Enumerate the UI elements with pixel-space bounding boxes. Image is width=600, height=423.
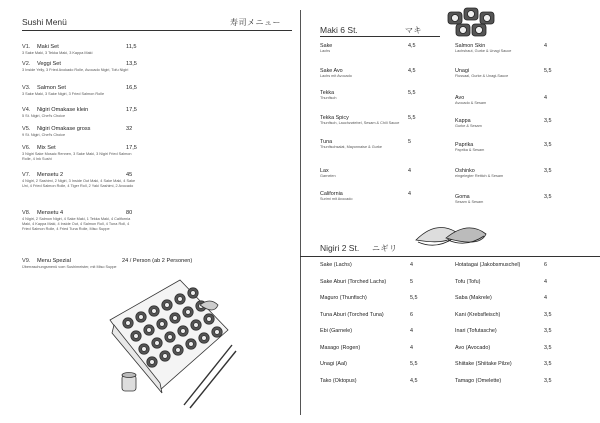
- page-fold: [300, 10, 301, 415]
- maki-price: 4: [408, 191, 411, 197]
- nigiri-item: [455, 345, 555, 351]
- sushi-roll-filling: [194, 323, 199, 328]
- set-price: 80: [126, 210, 133, 216]
- maki-description: Lachs mit Avocado: [320, 74, 352, 78]
- nigiri-name: Inari (Tofutasche): [455, 328, 497, 334]
- nigiri-price: 3,5: [544, 344, 552, 351]
- set-code: V6.: [22, 145, 31, 151]
- set-price: 17,5: [126, 145, 137, 151]
- nigiri-price: 3,5: [544, 328, 552, 334]
- set-code: V5.: [22, 126, 31, 132]
- maki-name: Sake Avo: [320, 68, 343, 74]
- set-description: 3 Sake Maki, 3 Tekka Maki, 3 Kappa Maki: [22, 51, 93, 55]
- nigiri-item: [455, 361, 555, 367]
- nigiri-price: 4: [410, 344, 413, 351]
- title-rule: [22, 30, 292, 31]
- set-code: V7.: [22, 172, 31, 178]
- maki-description: Thunfischsalat, Mayonnaise & Gurke: [320, 145, 383, 149]
- maki-price: 5: [408, 139, 411, 145]
- maki-description: Gurke & Sesam: [455, 124, 482, 128]
- maki-price: 3,5: [544, 194, 552, 200]
- maki-title: Maki 6 St.: [320, 25, 358, 35]
- maki-title-jp: マキ: [405, 26, 422, 35]
- maki-description: Lachshaut, Gurke & Unagi Sauce: [455, 49, 512, 53]
- sushi-roll-filling: [150, 360, 155, 365]
- nigiri-name: Maguro (Thunfisch): [320, 295, 367, 301]
- maki-rolls-illustration: [444, 6, 498, 42]
- set-name: Nigiri Omakase gross: [37, 126, 91, 132]
- nigiri-item: [455, 328, 555, 334]
- sushi-roll-filling: [176, 348, 181, 353]
- nigiri-price: 6: [544, 262, 547, 268]
- maki-description: Thunfisch: [320, 96, 337, 100]
- nigiri-name: Hotatagai (Jakobsmuschel): [455, 262, 521, 268]
- nigiri-item: [455, 312, 555, 318]
- maki-price: 5,5: [408, 90, 416, 96]
- set-name: Nigiri Omakase klein: [37, 107, 89, 113]
- set-description: 4 Nigiri, 2 Salmon Nigiri, 4 Sake Maki, 1 Tekka Maki, 4 California Maki, 4 Kappa Maki, 4 Inside Out, 4 Salmon Roll, 4 Tuna Roll, 4 Fried Salmon Rolle, 4 Fried Tuna Rolle, Miso Suppe: [22, 217, 131, 231]
- maki-price: 3,5: [544, 168, 552, 174]
- set-code: V2.: [22, 61, 31, 67]
- nigiri-name: Ebi (Garnele): [320, 328, 353, 334]
- nigiri-item: [320, 295, 425, 301]
- nigiri-item: [320, 262, 425, 268]
- nigiri-item: [320, 312, 425, 318]
- maki-name: Lax: [320, 168, 329, 174]
- maki-description: Sesam & Sesam: [455, 200, 484, 204]
- maki-price: 5,5: [544, 68, 552, 74]
- sushi-roll-filling: [147, 328, 152, 333]
- sushi-roll-filling: [181, 329, 186, 334]
- sushi-roll-filling: [126, 321, 131, 326]
- sushi-roll-filling: [152, 309, 157, 314]
- set-code: V3.: [22, 85, 31, 91]
- nigiri-name: Tofu (Tofu): [455, 278, 481, 285]
- menu-title: Sushi Menü: [22, 17, 67, 27]
- nigiri-price: 4: [544, 295, 547, 301]
- nigiri-name: Tako (Oktopus): [320, 377, 357, 384]
- sushi-roll-filling: [178, 297, 183, 302]
- maki-price: 5,5: [408, 115, 416, 121]
- maki-name: Avo: [455, 95, 465, 101]
- sushi-roll-filling: [134, 334, 139, 339]
- set-name: Mensetu 4: [37, 210, 64, 216]
- set-code: V4.: [22, 107, 31, 113]
- sushi-roll-filling: [142, 347, 147, 352]
- nigiri-item: [320, 328, 425, 334]
- set-description: 3 Inside Yelly, 3 Fried Avokado Rolle, Avocado Nigiri, Tofu Nigiri: [22, 68, 129, 72]
- nigiri-item: [320, 361, 425, 367]
- nigiri-name: Sake (Lachs): [320, 262, 352, 268]
- nigiri-price: 3,5: [544, 361, 552, 367]
- sushi-roll-filling: [186, 310, 191, 315]
- nigiri-price: 6: [410, 311, 413, 318]
- nigiri-title-jp: ニギリ: [372, 244, 398, 253]
- nigiri-item: [320, 378, 425, 384]
- maki-price: 4: [544, 43, 547, 49]
- maki-name: Kappa: [455, 118, 471, 124]
- maki-description: Flussaal, Gurke & Unagi-Sauce: [455, 74, 509, 78]
- maki-description: Lachs: [320, 49, 331, 53]
- nigiri-name: Tamago (Omelette): [455, 377, 502, 384]
- maki-price: 3,5: [544, 118, 552, 124]
- sushi-roll-filling: [155, 341, 160, 346]
- nigiri-item: [455, 378, 555, 384]
- set-name: Salmon Set: [37, 85, 66, 91]
- sushi-roll-filling: [168, 335, 173, 340]
- set-price: 13,5: [126, 61, 137, 67]
- set-code: V1.: [22, 44, 31, 50]
- maki-name: Tekka: [320, 90, 335, 96]
- sushi-roll-filling: [173, 316, 178, 321]
- set-price: 16,5: [126, 85, 137, 91]
- sushi-roll-filling: [165, 303, 170, 308]
- sushi-roll-filling: [191, 291, 196, 296]
- set-description: 3 Nigiri Sake Mosaic Rennen, 3 Sake Maki, 3 Nigiri Fried Salmon Rolle, 4 Ink Sushi: [22, 152, 132, 161]
- set-price: 32: [126, 126, 133, 132]
- nigiri-name: Unagi (Aal): [320, 361, 347, 367]
- maki-name: Unagi: [455, 68, 470, 74]
- set-price: 45: [126, 172, 133, 178]
- nigiri-name: Masago (Rogen): [320, 344, 361, 351]
- sushi-roll-filling: [207, 317, 212, 322]
- maki-description: eingelegter Rettich & Sesam: [455, 174, 504, 178]
- set-price: 24 / Person (ab 2 Personen): [122, 258, 193, 264]
- maki-name: Tuna: [320, 139, 333, 145]
- sushi-platter-illustration: [100, 275, 240, 415]
- maki-rule: [320, 36, 440, 37]
- nigiri-price: 5,5: [410, 295, 418, 301]
- nigiri-name: Tuna Aburi (Torched Tuna): [320, 311, 384, 318]
- nigiri-name: Shiitake (Shiitake Pilze): [455, 361, 512, 367]
- nigiri-item: [455, 279, 555, 285]
- set-description: Überraschungsmenü vom Sushimeister, mit Miso Suppe: [22, 265, 117, 269]
- nigiri-price: 5,5: [410, 361, 418, 367]
- nigiri-price: 4: [410, 328, 413, 334]
- sushi-roll-filling: [160, 322, 165, 327]
- maki-price: 4: [408, 168, 411, 174]
- set-price: 11,5: [126, 44, 137, 50]
- maki-description: Thunfisch, Lauchzwiebel, Sesam & Chili Sauce: [320, 121, 400, 125]
- maki-price: 3,5: [544, 142, 552, 148]
- maki-price: 4,5: [408, 43, 416, 49]
- sushi-roll-filling: [202, 336, 207, 341]
- set-code: V9.: [22, 258, 31, 264]
- maki-name: Sake: [320, 43, 333, 49]
- nigiri-item: [455, 295, 555, 301]
- maki-price: 4: [544, 95, 547, 101]
- nigiri-name: Avo (Avocado): [455, 344, 491, 351]
- sushi-roll-filling: [139, 315, 144, 320]
- nigiri-price: 3,5: [544, 311, 552, 318]
- set-description: 9 St. Nigiri, Chef's Choice: [22, 133, 66, 137]
- maki-description: Surimi mit Avocado: [320, 197, 353, 201]
- set-code: V8.: [22, 210, 31, 216]
- nigiri-item: [455, 262, 555, 268]
- set-description: 4 Nigiri, 2 Sashimi, 2 Nigiri, 3 Inside Out Maki, 4 Sake Maki, 4 Sake Uni, 4 Fried Salmon Rolle, 4 Tiger Roll, 2 Yaki Sashimi, 2 Avocado: [22, 179, 136, 188]
- nigiri-price: 4: [544, 278, 547, 285]
- maki-description: Avocado & Sesam: [455, 101, 487, 105]
- set-name: Menu Spezial: [37, 258, 71, 264]
- nigiri-item: [320, 345, 425, 351]
- maki-name: Paprika: [455, 142, 474, 148]
- nigiri-price: 3,5: [544, 377, 552, 384]
- set-price: 17,5: [126, 107, 137, 113]
- nigiri-price: 4,5: [410, 377, 418, 384]
- nigiri-price: 5: [410, 278, 413, 285]
- sushi-roll-filling: [163, 354, 168, 359]
- nigiri-price: 4: [410, 262, 413, 268]
- set-name: Veggi Set: [37, 61, 61, 67]
- nigiri-title: Nigiri 2 St.: [320, 243, 360, 253]
- set-name: Mensetu 2: [37, 172, 64, 178]
- nigiri-item: [320, 279, 425, 285]
- maki-name: Goma: [455, 194, 470, 200]
- menu-title-jp: 寿司メニュー: [230, 18, 281, 27]
- sushi-roll-filling: [189, 342, 194, 347]
- nigiri-name: Saba (Makrele): [455, 295, 492, 301]
- maki-name: Tekka Spicy: [320, 115, 349, 121]
- set-description: 5 St. Nigiri, Chef's Choice: [22, 114, 66, 118]
- maki-name: Oshinko: [455, 168, 475, 174]
- maki-name: Salmon Skin: [455, 43, 486, 49]
- maki-description: Paprika & Sesam: [455, 148, 485, 152]
- sushi-roll-filling: [215, 330, 220, 335]
- set-description: 3 Sake Maki, 3 Sake Nigiri, 3 Fried Salmon Rolle: [22, 92, 105, 96]
- maki-description: Garnelen: [320, 174, 336, 178]
- maki-price: 4,5: [408, 68, 416, 74]
- nigiri-name: Kani (Krebsfleisch): [455, 311, 501, 318]
- maki-name: California: [320, 191, 343, 197]
- set-name: Maki Set: [37, 44, 59, 50]
- set-name: Mix Set: [37, 145, 56, 151]
- nigiri-illustration: [412, 218, 490, 252]
- nigiri-rule: [300, 256, 600, 257]
- nigiri-name: Sake Aburi (Torched Lachs): [320, 278, 387, 285]
